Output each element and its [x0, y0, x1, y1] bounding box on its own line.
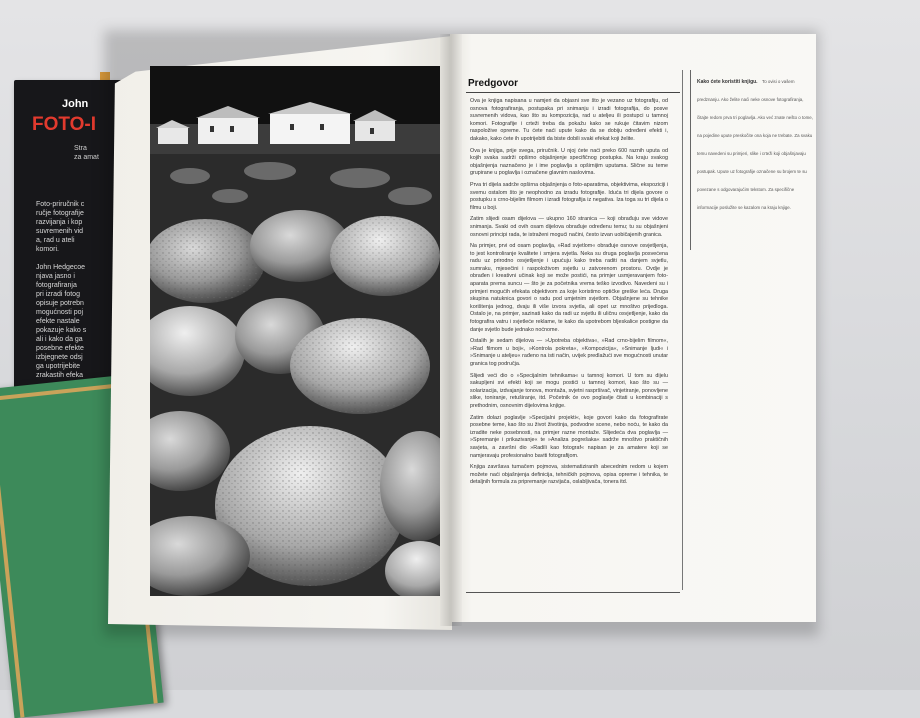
blurb-line: mogućnosti poj [36, 309, 84, 316]
blurb-line: ali i kako da ga [36, 336, 83, 343]
blurb-line: efekte nastale [36, 318, 80, 325]
blurb-line: suvremenih vid [36, 228, 84, 235]
book-gutter [440, 34, 462, 626]
subtitle-line: Stra [74, 145, 87, 152]
paragraph: Knjiga završava tumačem pojmova, sistematiziranih abecednim redom u kojem možete naći objašnjenja definicija, tehničkih pojmova, opisa opreme i tehnika, te detaljnih formula za pripremanje razvijača, oslabljivača, tonera itd. [470, 464, 668, 486]
shore-boulders-photo [150, 66, 440, 596]
blurb-line: pokazuje kako s [36, 327, 87, 334]
paragraph: Na primjer, prvi od osam poglavlja, »Rad svjetlom« obrađuje osnove osvjetljenja, to jest kontroliranje kvalitete i smjera svjetla. Neka su druga poglavlja posvećena radu uz prirodno osvjetljenje i upućuju kako treba raditi na danjem svjetlu, sumraku, mjesečini i raspoloživom svjetlu u zatvorenom prostoru. Ovdje je obrađen i kreativni učinak koji se može postići, na primjer usmjeravanjem foto-aparata prema suncu — što je za početnika vrema teško izvodivo. Navedeni su i primjeri mogućih efekata objektivom za koje koristimo optičke greške leća. Druga skupina natuknica govori o radu pod umjetnim svjetlom. Objašnjene su tehnike korištenja jednog, dvaju ili više izvora svjetla, ali opet uz mnoštvo prijedloga. Ostalo je, na primjer, sazinati kako da radi uz svjetlu ili uličnu osvjetljenje, kako da fotografira vatru i svjetleće reklame, te kako da upotrebom bljeskalice postigne da danje svjetlo bude jednako noćnome. [470, 243, 668, 333]
heading-rule [466, 92, 680, 93]
photo-drawing [150, 66, 440, 596]
blurb-line: zrakastih efeka [36, 372, 84, 379]
back-book-author: John [62, 98, 89, 110]
paragraph: Zatim slijedi osam dijelova — ukupno 160 stranica — koji obrađuju sve vidove snimanja. Svaki od ovih osam dijelova obrađuje određenu temu; tu su objašnjeni osnovni principi rada, te istraženi mogući načini, često izvan uobičajenih granica. [470, 216, 668, 238]
sidebar-heading: Kako ćete koristiti knjigu. [697, 79, 758, 85]
paragraph: Ostalih je sedam dijelova — »Upotreba objektiva«, »Rad crno-bijelim filmom«, »Rad filmom u boji«, »Kontrola pokreta«, »Kompozicija«, »Snimanje ljudi« i »Snimanje u ateljeu« rađeno na isti način, uvijek predlažući sve mogućnosti unutar granica tog područja. [470, 338, 668, 367]
column-divider [682, 70, 683, 590]
blurb-line: komori. [36, 246, 59, 253]
blurb-line: posebne efekte [36, 345, 84, 352]
blurb-line: njava jasno i [36, 273, 75, 280]
paragraph: Ova je knjiga napisana u namjeri da objasni sve što je vezano uz fotografiju, od osnova fotografiranja, postupaka pri snimanju i izradi fotografija, do posve suvremenih vidova, kao što su kompozicija, rad u ateljeu ili postupci u tamnoj komori. Fotografije i crteži treba da pokažu kako se rukuje čitavim nizom raspoložive opreme. Tu ćete naći upute kako da se dobiju određeni efekti i, dakako, kako ćete ih upotrijebiti da biste dobili svaki efekat koji želite. [470, 98, 668, 142]
blurb-line: Foto-priručnik c [36, 201, 85, 208]
paragraph: Prva tri dijela sadrže opširna objašnjenja o foto-aparatima, objektivima, ekspoziciji i svemu ostalom što je neophodno za izradu fotografije. Iduća tri dijela govore o postupku s crno-bijelim filmom i izradi fotografija iz negativa. Iza toga su tri dijela o filmu u boji. [470, 181, 668, 211]
page-heading: Predgovor [468, 78, 519, 89]
blurb-line: ruĉje fotografije [36, 210, 84, 217]
blurb-line: opisuje potrebn [36, 300, 84, 307]
blurb-line: razvijanja i kop [36, 219, 83, 226]
blurb-line: izbjegnete odsj [36, 354, 83, 361]
blurb-line: pri izradi fotog [36, 291, 80, 298]
paragraph: Ova je knjiga, prije svega, priručnik. U njoj ćete naći preko 600 raznih uputa od kojih svaka sadrži opširno objašnjenje specifičnog postupka. Na kraju svakog objašnjenja naznačeno je i ime poglavlja s opširnijim uputama. Slične su teme grupirane u poglavlja i označene glavnim naslovima. [470, 147, 668, 177]
back-book-title: FOTO-I [32, 114, 97, 135]
paragraph: Slijedi veći dio o »Specijalnim tehnikama« u tamnoj komori. U tom su dijelu sakupljeni svi efekti koji se mogu postići u tamnoj komori, kao što su — solarizacija, izdvajanje tonova, montaža, svjetni raspršivač, vinjetiranje, ponovljene slike, toniranje, retuširanje, itd. Početnik će ovo poglavlje čitati u kombinaciji s prethodnim, osnovnim dijelovima knjige. [470, 372, 668, 409]
blurb-line: fotografiranja [36, 282, 77, 289]
sidebar-note [690, 70, 813, 250]
paragraph: Zatim dolazi poglavlje »Specijalni projekti«, koje govori kako da fotografirate posebne teme, kao što su život životinja, podvodne scene, nebo noću, te kako da izradite neke posebnosti, na primjer razne montaže. Slijedeća dva poglavlja — »Spremanje i prikazivanje« te »Analiza pogrešaka« sadrže mnoštvo praktičnih savjeta, a završni dio »Radili kao fotograf« napisan je za amatere koji se namjeravaju profesionalno baviti fotografijom. [470, 414, 668, 459]
blurb-line: ga upotrijebite [36, 363, 80, 370]
sidebar-text: To ovisi o vašem predznanju. Ako želite naći neke osnove fotografiranja, čitajte redom prva tri poglavlja. Ako već znate nešto o tome, na pojedine upute preskočite ona koja ne trebate. Za svaku temu navedeni su primjeri, slike i crteži koji objašnjavaju postupak. Upute uz fotografije označene su brojem te su povezane s odgovarajućim tekstom. Za specifične informacije poslužite se kazalom na kraju knjige. [697, 79, 813, 210]
subtitle-line: za amat [74, 154, 99, 161]
bottom-rule [466, 592, 680, 593]
body-text [470, 98, 668, 491]
blurb-line: John Hedgecoe [36, 264, 86, 271]
back-book-blurb [36, 200, 106, 380]
back-book-subtitle [74, 144, 99, 162]
blurb-line: a, rad u ateli [36, 237, 75, 244]
blurb-line [36, 254, 106, 263]
